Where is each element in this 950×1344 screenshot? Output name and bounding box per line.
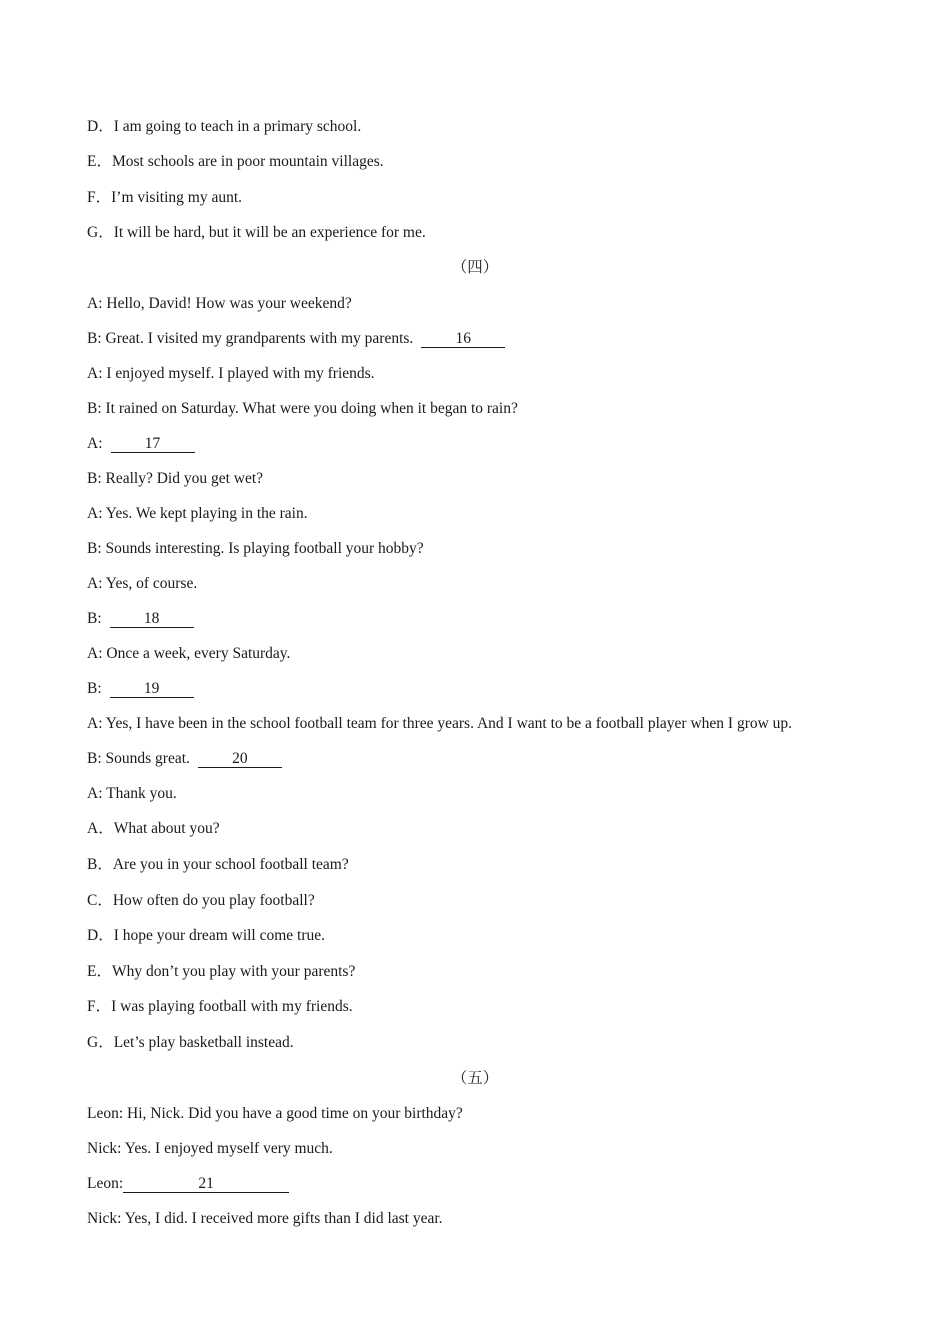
- option-c: C．How often do you play football?: [87, 892, 315, 909]
- speaker: B:: [87, 610, 102, 627]
- blank-19[interactable]: 19: [110, 680, 194, 698]
- section-4-heading: （四）: [451, 259, 499, 276]
- dialogue-line: A: Once a week, every Saturday.: [87, 645, 291, 662]
- option-g: G．Let’s play basketball instead.: [87, 1034, 294, 1051]
- dialogue-line: Leon: Hi, Nick. Did you have a good time on your birthday?: [87, 1105, 463, 1122]
- option-a: A．What about you?: [87, 820, 220, 837]
- option-d: D．I am going to teach in a primary school.: [87, 118, 362, 135]
- speaker: A:: [87, 435, 103, 452]
- dialogue-line: [87, 329, 505, 349]
- dialogue-line: Nick: Yes. I enjoyed myself very much.: [87, 1140, 333, 1157]
- blank-16[interactable]: 16: [421, 330, 505, 348]
- dialogue-line: [87, 609, 194, 629]
- option-e: E．Most schools are in poor mountain villages.: [87, 153, 384, 170]
- option-d: D．I hope your dream will come true.: [87, 927, 326, 944]
- dialogue-line: A: I enjoyed myself. I played with my friends.: [87, 365, 375, 382]
- dialogue-line: A: Yes, of course.: [87, 575, 198, 592]
- dialogue-text: B: Sounds great.: [87, 750, 190, 767]
- dialogue-line: B: It rained on Saturday. What were you doing when it began to rain?: [87, 400, 518, 417]
- speaker: Leon:: [87, 1175, 124, 1192]
- dialogue-line: [87, 679, 194, 699]
- dialogue-line: A: Yes. We kept playing in the rain.: [87, 505, 308, 522]
- blank-20[interactable]: 20: [198, 750, 282, 768]
- dialogue-line: A: Thank you.: [87, 785, 177, 802]
- option-b: B．Are you in your school football team?: [87, 856, 349, 873]
- option-f: F．I’m visiting my aunt.: [87, 189, 243, 206]
- section-5-heading: （五）: [451, 1070, 499, 1087]
- dialogue-line: [87, 1174, 289, 1194]
- option-g: G．It will be hard, but it will be an experience for me.: [87, 224, 426, 241]
- dialogue-line: B: Really? Did you get wet?: [87, 470, 264, 487]
- dialogue-line: A: Hello, David! How was your weekend?: [87, 295, 352, 312]
- blank-17[interactable]: 17: [111, 435, 195, 453]
- dialogue-line: Nick: Yes, I did. I received more gifts than I did last year.: [87, 1210, 443, 1227]
- blank-18[interactable]: 18: [110, 610, 194, 628]
- dialogue-line: A: Yes, I have been in the school football team for three years. And I want to be a football player when I grow up.: [87, 715, 793, 732]
- dialogue-line: B: Sounds interesting. Is playing football your hobby?: [87, 540, 424, 557]
- speaker: B:: [87, 680, 102, 697]
- option-f: F．I was playing football with my friends.: [87, 998, 353, 1015]
- dialogue-line: [87, 434, 195, 454]
- dialogue-line: [87, 749, 282, 769]
- dialogue-text: B: Great. I visited my grandparents with my parents.: [87, 330, 414, 347]
- option-e: E．Why don’t you play with your parents?: [87, 963, 356, 980]
- blank-21[interactable]: 21: [123, 1175, 289, 1193]
